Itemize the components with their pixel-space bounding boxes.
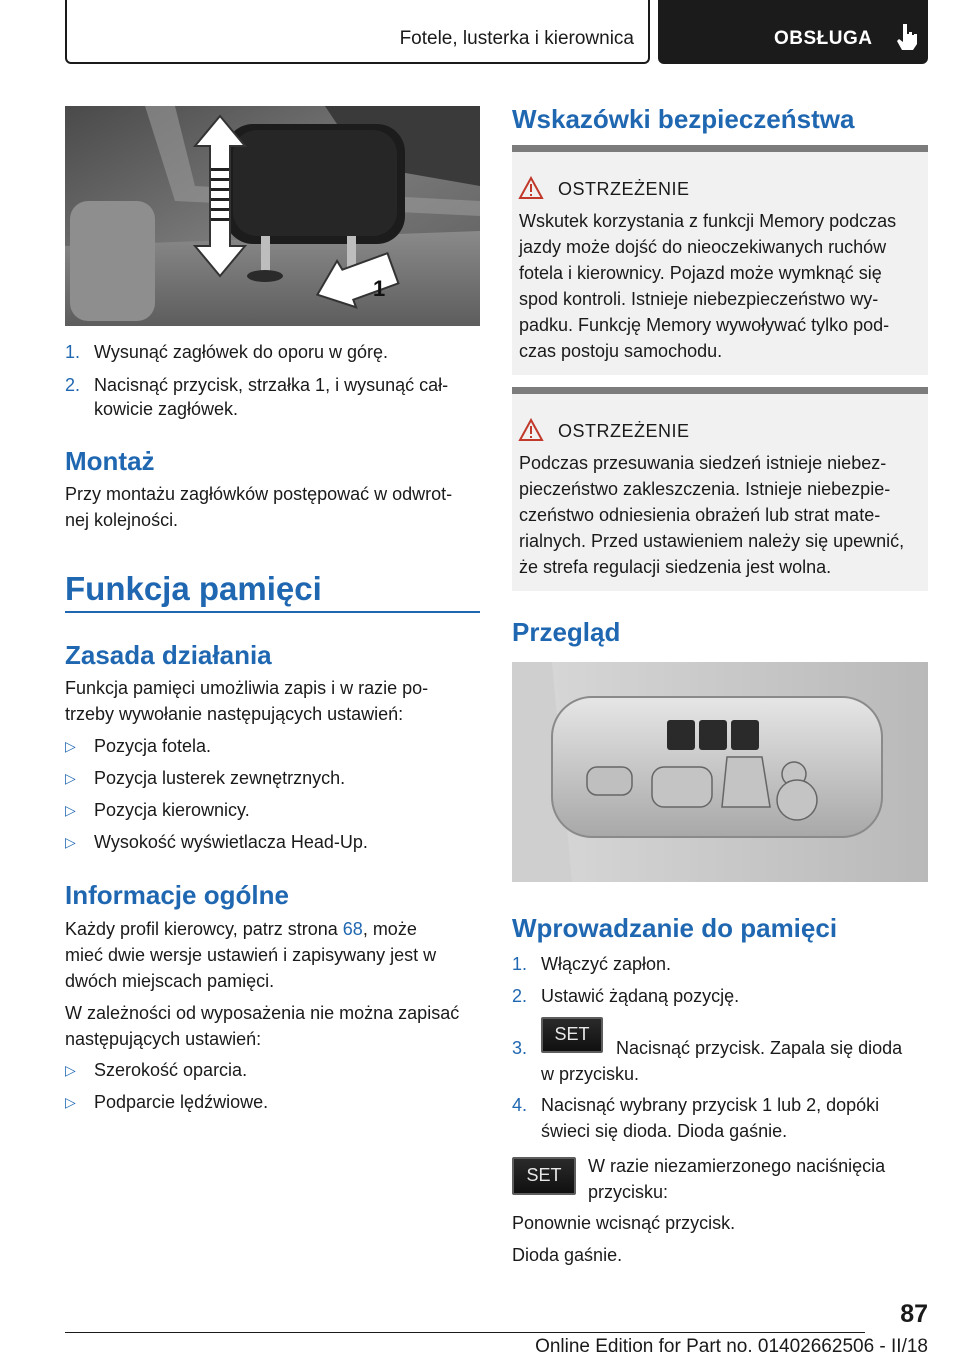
informacje-p1-line3: dwóch miejscach pamięci. (65, 971, 275, 991)
bullet-text: Pozycja kierownicy. (94, 800, 250, 820)
section-heading-memory: Funkcja pamięci (65, 570, 322, 607)
section-rule (65, 611, 480, 613)
warning-box (512, 387, 928, 591)
step-number: 4. (512, 1095, 528, 1115)
zasada-heading: Zasada działania (65, 640, 272, 670)
informacje-p1-line2: mieć dwie wersje ustawień i zapisywany jest w (65, 945, 437, 965)
zasada-line2: trzeby wywołanie następujących ustawień: (65, 704, 404, 724)
header-chapter-box (65, 0, 650, 64)
warning-line: spod kontroli. Istnieje niebezpieczeństwo wy‐ (519, 289, 879, 309)
bullet-triangle-icon: ▷ (65, 738, 76, 754)
press-again-text: Ponownie wcisnąć przycisk. (512, 1213, 736, 1233)
warning-line: jazdy może dojść do nieoczekiwanych ruchów (519, 237, 887, 257)
warning-label: OSTRZEŻENIE (558, 421, 690, 441)
headrest-photo (65, 106, 480, 326)
step-number: 2. (65, 375, 81, 395)
set-button[interactable] (512, 1157, 576, 1195)
montaz-text-line2: nej kolejności. (65, 510, 179, 530)
warning-line: czas postoju samochodu. (519, 341, 723, 361)
hand-pointer-icon (894, 22, 920, 52)
step-text: Wysunąć zagłówek do oporu w górę. (94, 342, 388, 362)
warning-text (519, 208, 896, 364)
bullet-triangle-icon: ▷ (65, 834, 76, 850)
bullet-triangle-icon: ▷ (65, 1062, 76, 1078)
section-tab[interactable] (658, 0, 928, 64)
headrest-callout-1: 1 (373, 276, 386, 301)
informacje-heading: Informacje ogólne (65, 880, 289, 910)
bullet-triangle-icon: ▷ (65, 802, 76, 818)
informacje-text: , może (362, 919, 417, 939)
warning-line: rialnych. Przed ustawieniem należy się upewnić, (519, 531, 905, 551)
warning-line: pieczeństwo zakleszczenia. Istnieje niebezpie‐ (519, 479, 891, 499)
step-text: Ustawić żądaną pozycję. (541, 986, 740, 1006)
headrest-illustration (65, 106, 480, 326)
step-number: 1. (65, 342, 81, 362)
informacje-text: Każdy profil kierowcy, patrz strona (65, 919, 343, 939)
set-button[interactable] (541, 1017, 603, 1053)
warning-triangle-icon (518, 176, 544, 200)
step-number: 3. (512, 1038, 528, 1058)
bullet-text: Pozycja fotela. (94, 736, 212, 756)
set-button-label: SET (526, 1165, 562, 1185)
warning-label: OSTRZEŻENIE (558, 179, 690, 199)
accidental-line1: W razie niezamierzonego naciśnięcia (588, 1156, 886, 1176)
section-tab-label: OBSŁUGA (774, 28, 873, 49)
bullet-text: Szerokość oparcia. (94, 1060, 248, 1080)
warning-line: że strefa regulacji siedzenia jest wolna. (519, 557, 832, 577)
step-text-cont: kowicie zagłówek. (94, 399, 239, 419)
led-off-text: Dioda gaśnie. (512, 1245, 623, 1265)
bullet-triangle-icon: ▷ (65, 770, 76, 786)
safety-heading: Wskazówki bezpieczeństwa (512, 104, 855, 134)
informacje-p2-line2: następujących ustawień: (65, 1029, 262, 1049)
przeglad-heading: Przegląd (512, 617, 621, 647)
footer-edition: Online Edition for Part no. 01402662506 - II/18 (535, 1336, 928, 1357)
footer-rule (65, 1332, 865, 1333)
step-text: Nacisnąć wybrany przycisk 1 lub 2, dopóki (541, 1095, 880, 1115)
warning-line: Podczas przesuwania siedzeń istnieje niebez‐ (519, 453, 887, 473)
page-number: 87 (900, 1300, 928, 1328)
step-text: Nacisnąć przycisk. Zapala się dioda (616, 1038, 903, 1058)
step-text: Nacisnąć przycisk, strzałka 1, i wysunąć cał‐ (94, 375, 449, 395)
bullet-text: Podparcie lędźwiowe. (94, 1092, 269, 1112)
page-link-68[interactable]: 68 (342, 919, 363, 939)
warning-line: padku. Funkcję Memory wywoływać tylko pod‐ (519, 315, 890, 335)
informacje-p2-line1: W zależności od wyposażenia nie można zapisać (65, 1003, 460, 1023)
warning-line: Wskutek korzystania z funkcji Memory podczas (519, 211, 897, 231)
step-number: 1. (512, 954, 528, 974)
step-text-cont: świeci się dioda. Dioda gaśnie. (541, 1121, 788, 1141)
montaz-text-line1: Przy montażu zagłówków postępować w odwrot‐ (65, 484, 453, 504)
seat-controls-photo (512, 662, 928, 882)
bullet-text: Pozycja lusterek zewnętrznych. (94, 768, 346, 788)
wprowadzanie-heading: Wprowadzanie do pamięci (512, 913, 838, 943)
chapter-title: Fotele, lusterka i kierownica (399, 28, 634, 49)
bullet-text: Wysokość wyświetlacza Head-Up. (94, 832, 368, 852)
montaz-heading: Montaż (65, 446, 155, 476)
bullet-triangle-icon: ▷ (65, 1094, 76, 1110)
warning-line: fotela i kierownicy. Pojazd może wymknąć się (519, 263, 882, 283)
warning-box (512, 145, 928, 375)
informacje-p1-line1 (65, 916, 480, 942)
step-text: Włączyć zapłon. (541, 954, 672, 974)
warning-triangle-icon (518, 418, 544, 442)
zasada-line1: Funkcja pamięci umożliwia zapis i w razie po‐ (65, 678, 429, 698)
warning-line: czeństwo odniesienia obrażeń lub strat mate‐ (519, 505, 881, 525)
accidental-line2: przycisku: (588, 1182, 669, 1202)
step-text-cont: w przycisku. (541, 1064, 640, 1084)
seat-controls-illustration (512, 662, 928, 882)
warning-text (519, 450, 904, 580)
set-button-label: SET (554, 1024, 590, 1044)
step-number: 2. (512, 986, 528, 1006)
